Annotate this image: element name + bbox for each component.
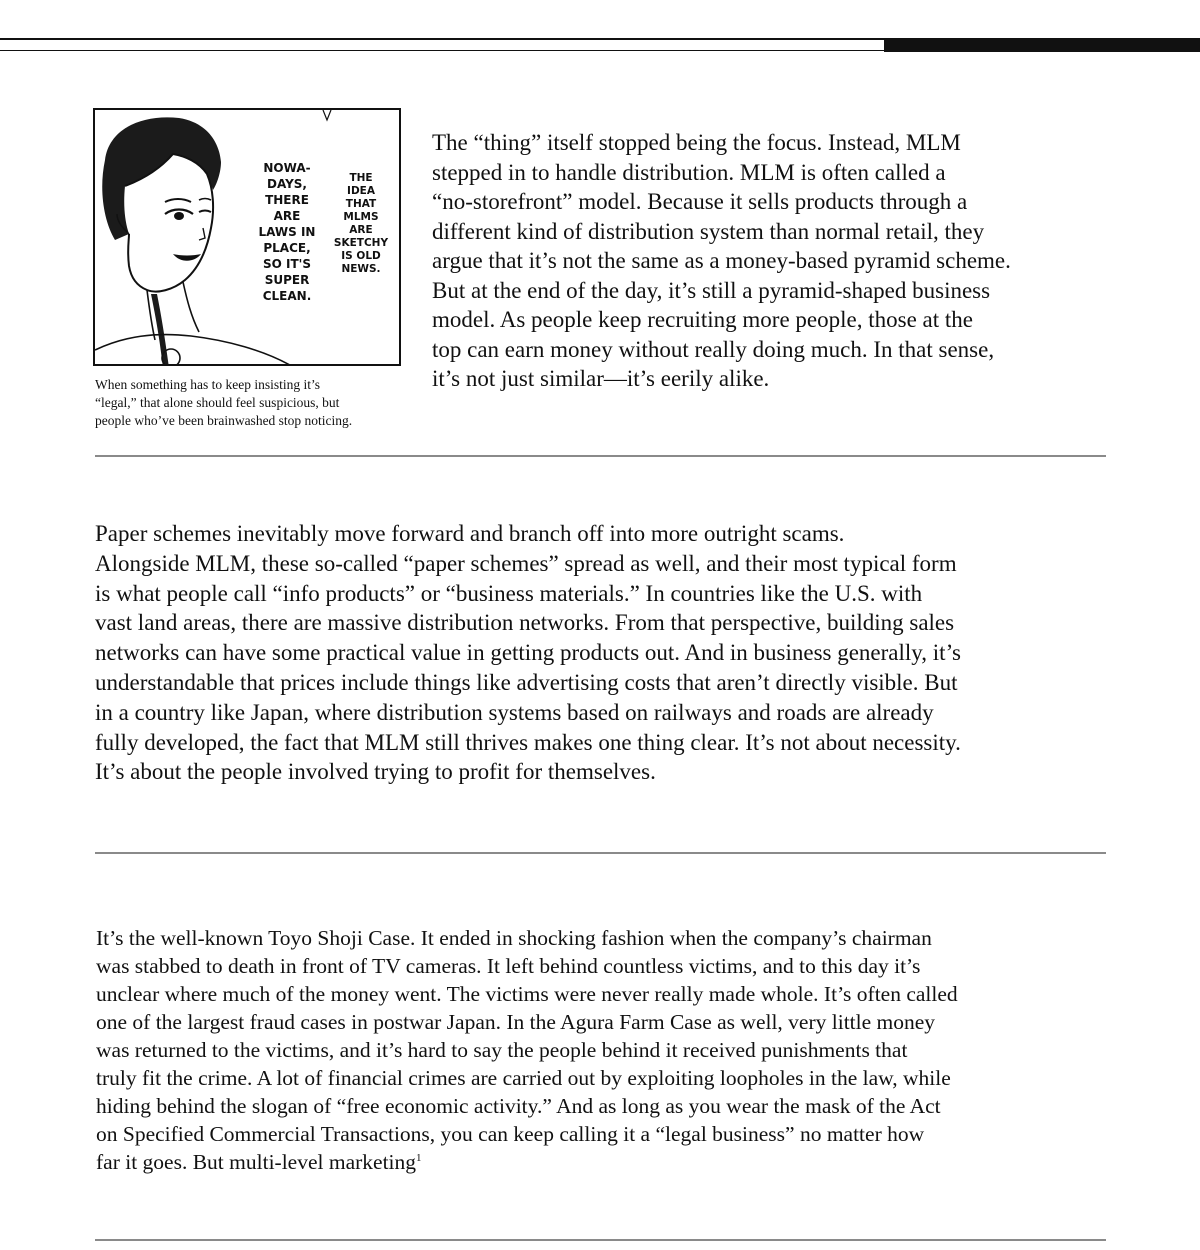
paragraph-toyo-shoji-text: It’s the well-known Toyo Shoji Case. It ended in shocking fashion when the company’s chairman was stabbed to death in front of TV cameras. It left behind countless victims, and to this day it’s unclear where much of the money went. The victims were never really made whole. It’s often called one of the largest fraud cases in postwar Japan. In the Agura Farm Case as well, very little money was returned to the victims, and it’s hard to say the people behind it received punishments that truly fit the crime. A lot of financial crimes are carried out by exploiting loopholes in the law, while hiding behind the slogan of “free economic activity.” And as long as you wear the mask of the Act on Specified Commercial Transactions, you can keep calling it a “legal business” no matter how far it goes. But multi-level marketing	[96, 926, 958, 1174]
speech-bubble-left: NOWA- DAYS, THERE ARE LAWS IN PLACE, SO IT'S SUPER CLEAN.	[258, 161, 316, 303]
section-divider	[95, 455, 1106, 457]
paragraph-mlm-distribution: The “thing” itself stopped being the focus. Instead, MLM stepped in to handle distribution. MLM is often called a “no-storefront” model. Because it sells products through a different kind of distribution system than normal retail, they argue that it’s not the same as a money-based pyramid scheme. But at the end of the day, it’s still a pyramid-shaped business model. As people keep recruiting more people, those at the top can earn money without really doing much. In that sense, it’s not just similar—it’s eerily alike.	[432, 130, 1011, 391]
header-rule	[0, 38, 884, 40]
section-divider	[95, 1239, 1106, 1241]
header-rule-bar	[884, 38, 1200, 52]
footnote-marker[interactable]: 1	[416, 1151, 422, 1164]
manga-panel	[93, 108, 401, 366]
paragraph-paper-schemes: Paper schemes inevitably move forward and branch off into more outright scams. Alongside MLM, these so-called “paper schemes” spread as well, and their most typical form is what people call “info products” or “business materials.” In countries like the U.S. with vast land areas, there are massive distribution networks. From that perspective, building sales networks can have some practical value in getting products out. And in business generally, it’s understandable that prices include things like advertising costs that aren’t directly visible. But in a country like Japan, where distribution systems based on railways and roads are already fully developed, the fact that MLM still thrives makes one thing clear. It’s not about necessity. It’s about the people involved trying to profit for themselves.	[95, 521, 961, 785]
paragraph-toyo-shoji	[96, 924, 1136, 1176]
section-divider	[95, 852, 1106, 854]
panel-caption: When something has to keep insisting it’s “legal,” that alone should feel suspicious, but people who’ve been brainwashed stop noticing.	[95, 377, 353, 428]
speech-bubble-right: THE IDEA THAT MLMS ARE SKETCHY IS OLD NEWS.	[333, 172, 389, 275]
header-rule-under	[0, 50, 884, 51]
